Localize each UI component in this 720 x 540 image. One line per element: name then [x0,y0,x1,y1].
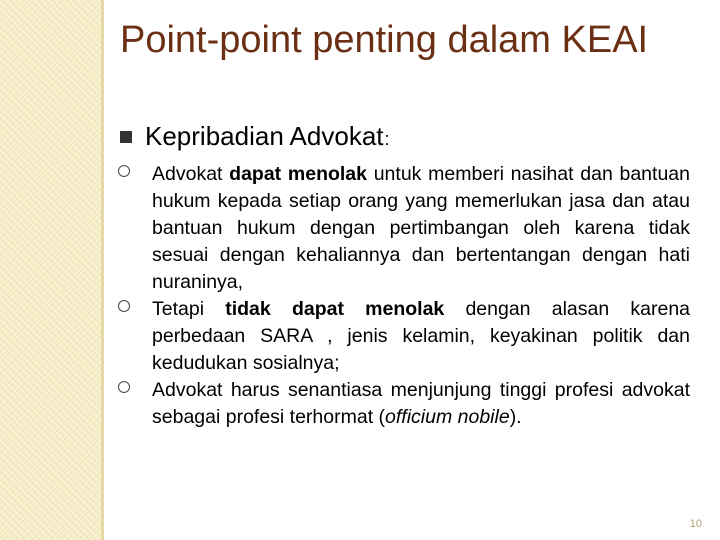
item-text-post: dengan alasan karena perbedaan SARA , jenis kelamin, keyakinan politik dan kedudukan sosialnya; [152,298,691,374]
page-number: 10 [689,518,702,530]
circle-bullet-icon [118,300,130,312]
slide-title: Point-point penting dalam KEAI [120,19,649,61]
item-text-pre: Advokat [152,163,230,185]
item-text-bold: dapat menolak [229,163,367,185]
circle-bullet-icon [118,165,130,177]
side-strip-border [101,0,104,540]
item-text-pre: Tetapi [152,298,226,320]
item-text-post: untuk memberi nasihat dan bantuan hukum kepada setiap orang yang memerlukan jasa dan atau bantuan hukum dengan pertimbangan oleh karena tidak sesuai dengan kehaliannya dan bertentangan dengan hati nuraninya, [152,163,690,293]
square-bullet-icon [120,131,132,143]
item-text-italic: officium [385,406,453,428]
item-text-pre: Advokat harus senantiasa menjunjung tinggi profesi advokat sebagai profesi terhormat ( [152,379,690,428]
list-item [118,296,690,377]
section-heading [120,118,680,157]
heading-colon: : [384,129,390,149]
item-text-bold: tidak dapat menolak [225,298,445,320]
item-text-italic: nobile [457,406,510,428]
bullet-list [118,161,690,431]
section-heading-text: Kepribadian Advokat [145,121,384,151]
circle-bullet-icon [118,381,130,393]
list-item [118,161,690,296]
item-text-post: ). [509,406,522,428]
list-item [118,377,690,431]
decorative-side-strip [0,0,101,540]
